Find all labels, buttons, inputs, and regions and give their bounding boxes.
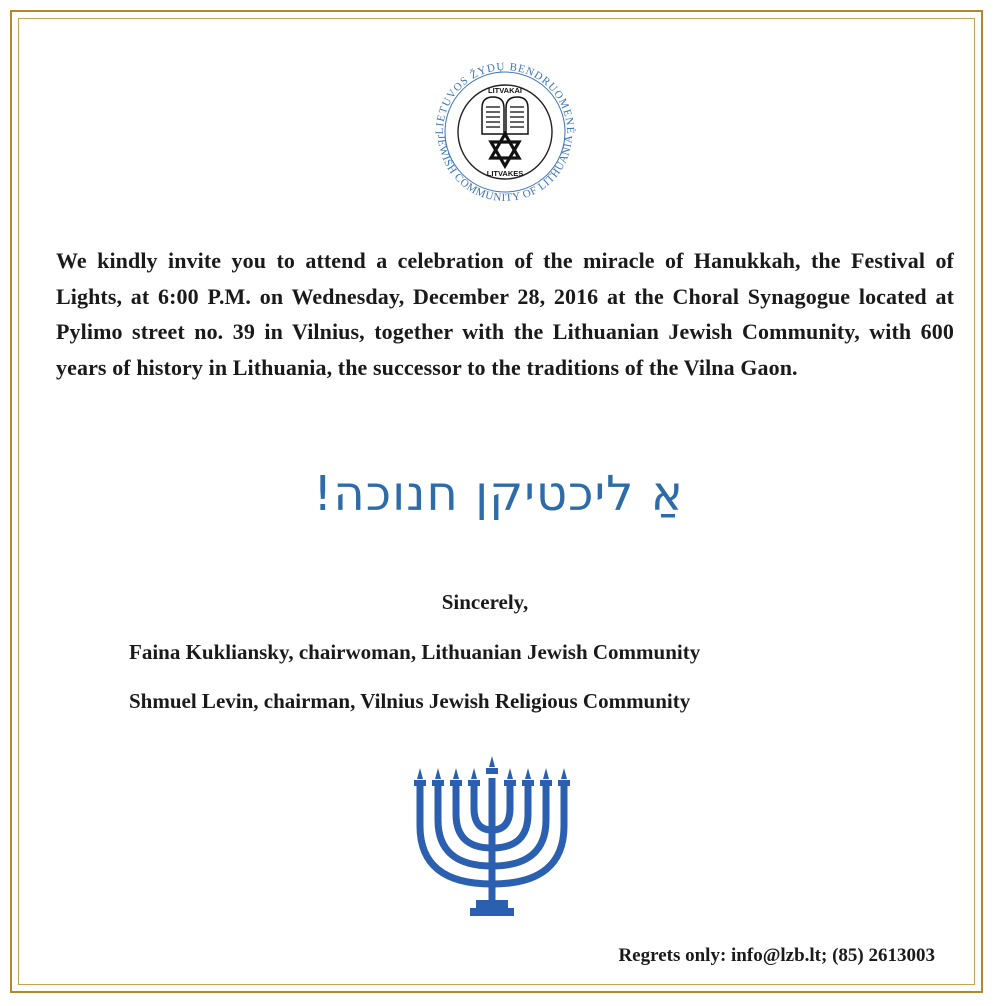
logo-ring-top-text: LIETUVOS ŽYDŲ BENDRUOMENĖ: [433, 60, 577, 135]
menorah-icon: [404, 754, 580, 920]
logo-inner-top-text: LITVAKAI: [487, 86, 523, 95]
yiddish-greeting: אַ ליכטיקן חנוכה!: [313, 466, 684, 522]
logo-ring-bottom-text: JEWISH COMMUNITY OF LITHUANIA: [434, 134, 576, 205]
invitation-text: We kindly invite you to attend a celebration of the miracle of Hanukkah, the Festival of Lights, at 6:00 P.M. on Wednesday, December 28, 2016 at the Choral Synagogue located at Pylimo street no. 39 in Vilnius, together with the Lithuanian Jewish Community, with 600 years of history in Lithuania, the successor to the traditions of the Vilna Gaon.: [56, 248, 954, 380]
signatory-2: Shmuel Levin, chairman, Vilnius Jewish Religious Community: [129, 689, 691, 713]
regrets-contact: Regrets only: info@lzb.lt; (85) 2613003: [618, 945, 935, 966]
community-logo: [426, 48, 584, 212]
logo-inner-bottom-text: LITVAKES: [486, 169, 524, 178]
signatory-1: Faina Kukliansky, chairwoman, Lithuanian Jewish Community: [129, 640, 701, 664]
closing-sincerely: Sincerely,: [441, 590, 529, 614]
